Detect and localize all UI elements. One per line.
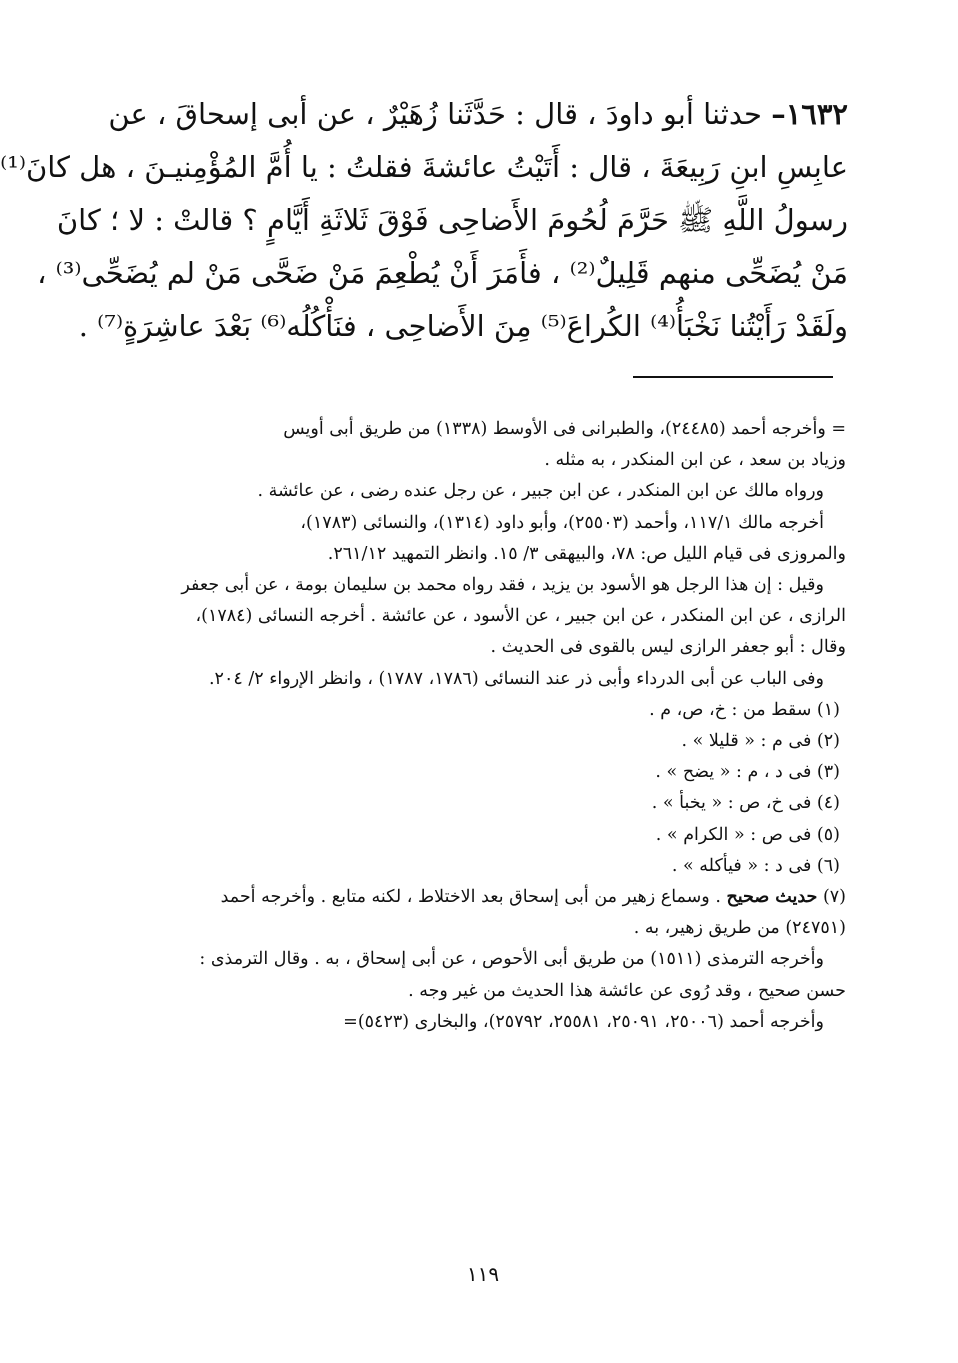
note-line: وأخرجه أحمد (٢٥٠٠٦، ٢٥٠٩١، ٢٥٥٨١، ٢٥٧٩٢)، والبخارى (٥٤٢٣)= — [343, 1011, 824, 1032]
hadith-grade: حديث صحيح — [726, 887, 818, 908]
note-line: حسن صحيح ، وقد رُوى عن عائشة هذا الحديث من غير وجه . — [408, 980, 846, 1001]
footnote-3: (٣) فى د ، م : « يضح » . — [655, 762, 840, 783]
note-line: وزياد بن سعد ، عن ابن المنكدر ، به مثله . — [544, 450, 846, 471]
page-number: ١١٩ — [466, 1262, 500, 1286]
note-line: الرازى ، عن ابن المنكدر ، عن ابن جبير ، عن الأسود ، عن عائشة . أخرجه النسائى (١٧٨٤)، — [195, 606, 846, 627]
hadith-line: عابِسِ ابنِ رَبِيعَةَ ، قال : أَتَيْتُ عائشةَ فقلتُ : يا أُمَّ المُؤْمِنيـنَ ، هل كانَ⁽¹⁾ — [0, 150, 848, 184]
notes-section — [126, 414, 846, 1038]
note-line: أخرجه مالك ١١٧/١، وأحمد (٢٥٥٠٣)، وأبو داود (١٣١٤)، والنسائى (١٧٨٣)، — [300, 512, 824, 533]
footnote-7-marker: (٧) — [822, 887, 846, 908]
hadith-line: رسولُ اللَّهِ ﷺ حَرَّمَ لُحُومَ الأَضاحِى فَوْقَ ثَلاثَةِ أَيَّامٍ ؟ قالتْ : لا ؛ كانَ — [56, 203, 848, 237]
note-line: وقيل : إن هذا الرجل هو الأسود بن يزيد ، فقد رواه محمد بن سليمان بومة ، عن أبى جعفر — [181, 575, 824, 596]
hadith-line: مَنْ يُضَحِّى منهم قَلِيلٌ⁽²⁾ ، فأَمَرَ أَنْ يُطْعِمَ مَنْ ضَحَّى مَنْ لم يُضَحِّى⁽³⁾ ، — [37, 256, 848, 290]
hadith-text — [0, 88, 848, 353]
note-line: وأخرجه الترمذى (١٥١١) من طريق أبى الأحوص ، عن أبى إسحاق ، به . وقال الترمذى : — [199, 949, 824, 970]
footnote-5: (٥) فى ص : « الكرام » . — [655, 824, 840, 845]
footnote-7 — [126, 882, 846, 913]
note-line: = وأخرجه أحمد (٢٤٤٨٥)، والطبرانى فى الأوسط (١٣٣٨) من طريق أبى أويس — [283, 419, 846, 439]
note-line: والمروزى فى قيام الليل ص: ٧٨، والبيهقى ٣/ ١٥. وانظر التمهيد ٢٦١/١٢. — [327, 543, 846, 564]
hadith-line: ولَقَدْ رَأَيْتُنا نَخْبَأُ⁽⁴⁾ الكُراعَ⁽⁵⁾ مِنَ الأَضاحِى ، فنَأْكُلُه⁽⁶⁾ بَعْدَ عاشِرَةٍ⁽⁷⁾ . — [78, 309, 848, 343]
hadith-line — [108, 88, 848, 141]
hadith-number: ١٦٣٢– — [771, 97, 848, 131]
footnote-divider — [633, 376, 833, 378]
footnote-7-text: . وسماع زهير من أبى إسحاق بعد الاختلاط ، لكنه متابع . وأخرجه أحمد — [220, 887, 721, 908]
note-line: (٢٤٧٥١) من طريق زهير، به . — [633, 918, 846, 939]
footnote-1: (١) سقط من : خ، ص، م . — [649, 699, 840, 720]
footnote-2: (٢) فى م : « قليلا » . — [681, 731, 840, 752]
footnote-4: (٤) فى خ، ص : « يخبأ » . — [651, 793, 840, 814]
note-line: ورواه مالك عن ابن المنكدر ، عن ابن جبير ، عن رجل عنده رضى ، عن عائشة . — [257, 481, 824, 502]
note-line: وقال : أبو جعفر الرازى ليس بالقوى فى الحديث . — [490, 637, 846, 658]
footnote-6: (٦) فى د : « فيأكله » . — [671, 855, 840, 876]
hadith-line-text: حدثنا أبو داودَ ، قال : حَدَّثَنا زُهَيْرٌ ، عن أبى إسحاقَ ، عن — [108, 97, 762, 131]
note-line: وفى الباب عن أبى الدرداء وأبى ذر عند النسائى (١٧٨٦، ١٧٨٧) ، وانظر الإرواء ٢/ ٢٠٤. — [208, 668, 824, 689]
